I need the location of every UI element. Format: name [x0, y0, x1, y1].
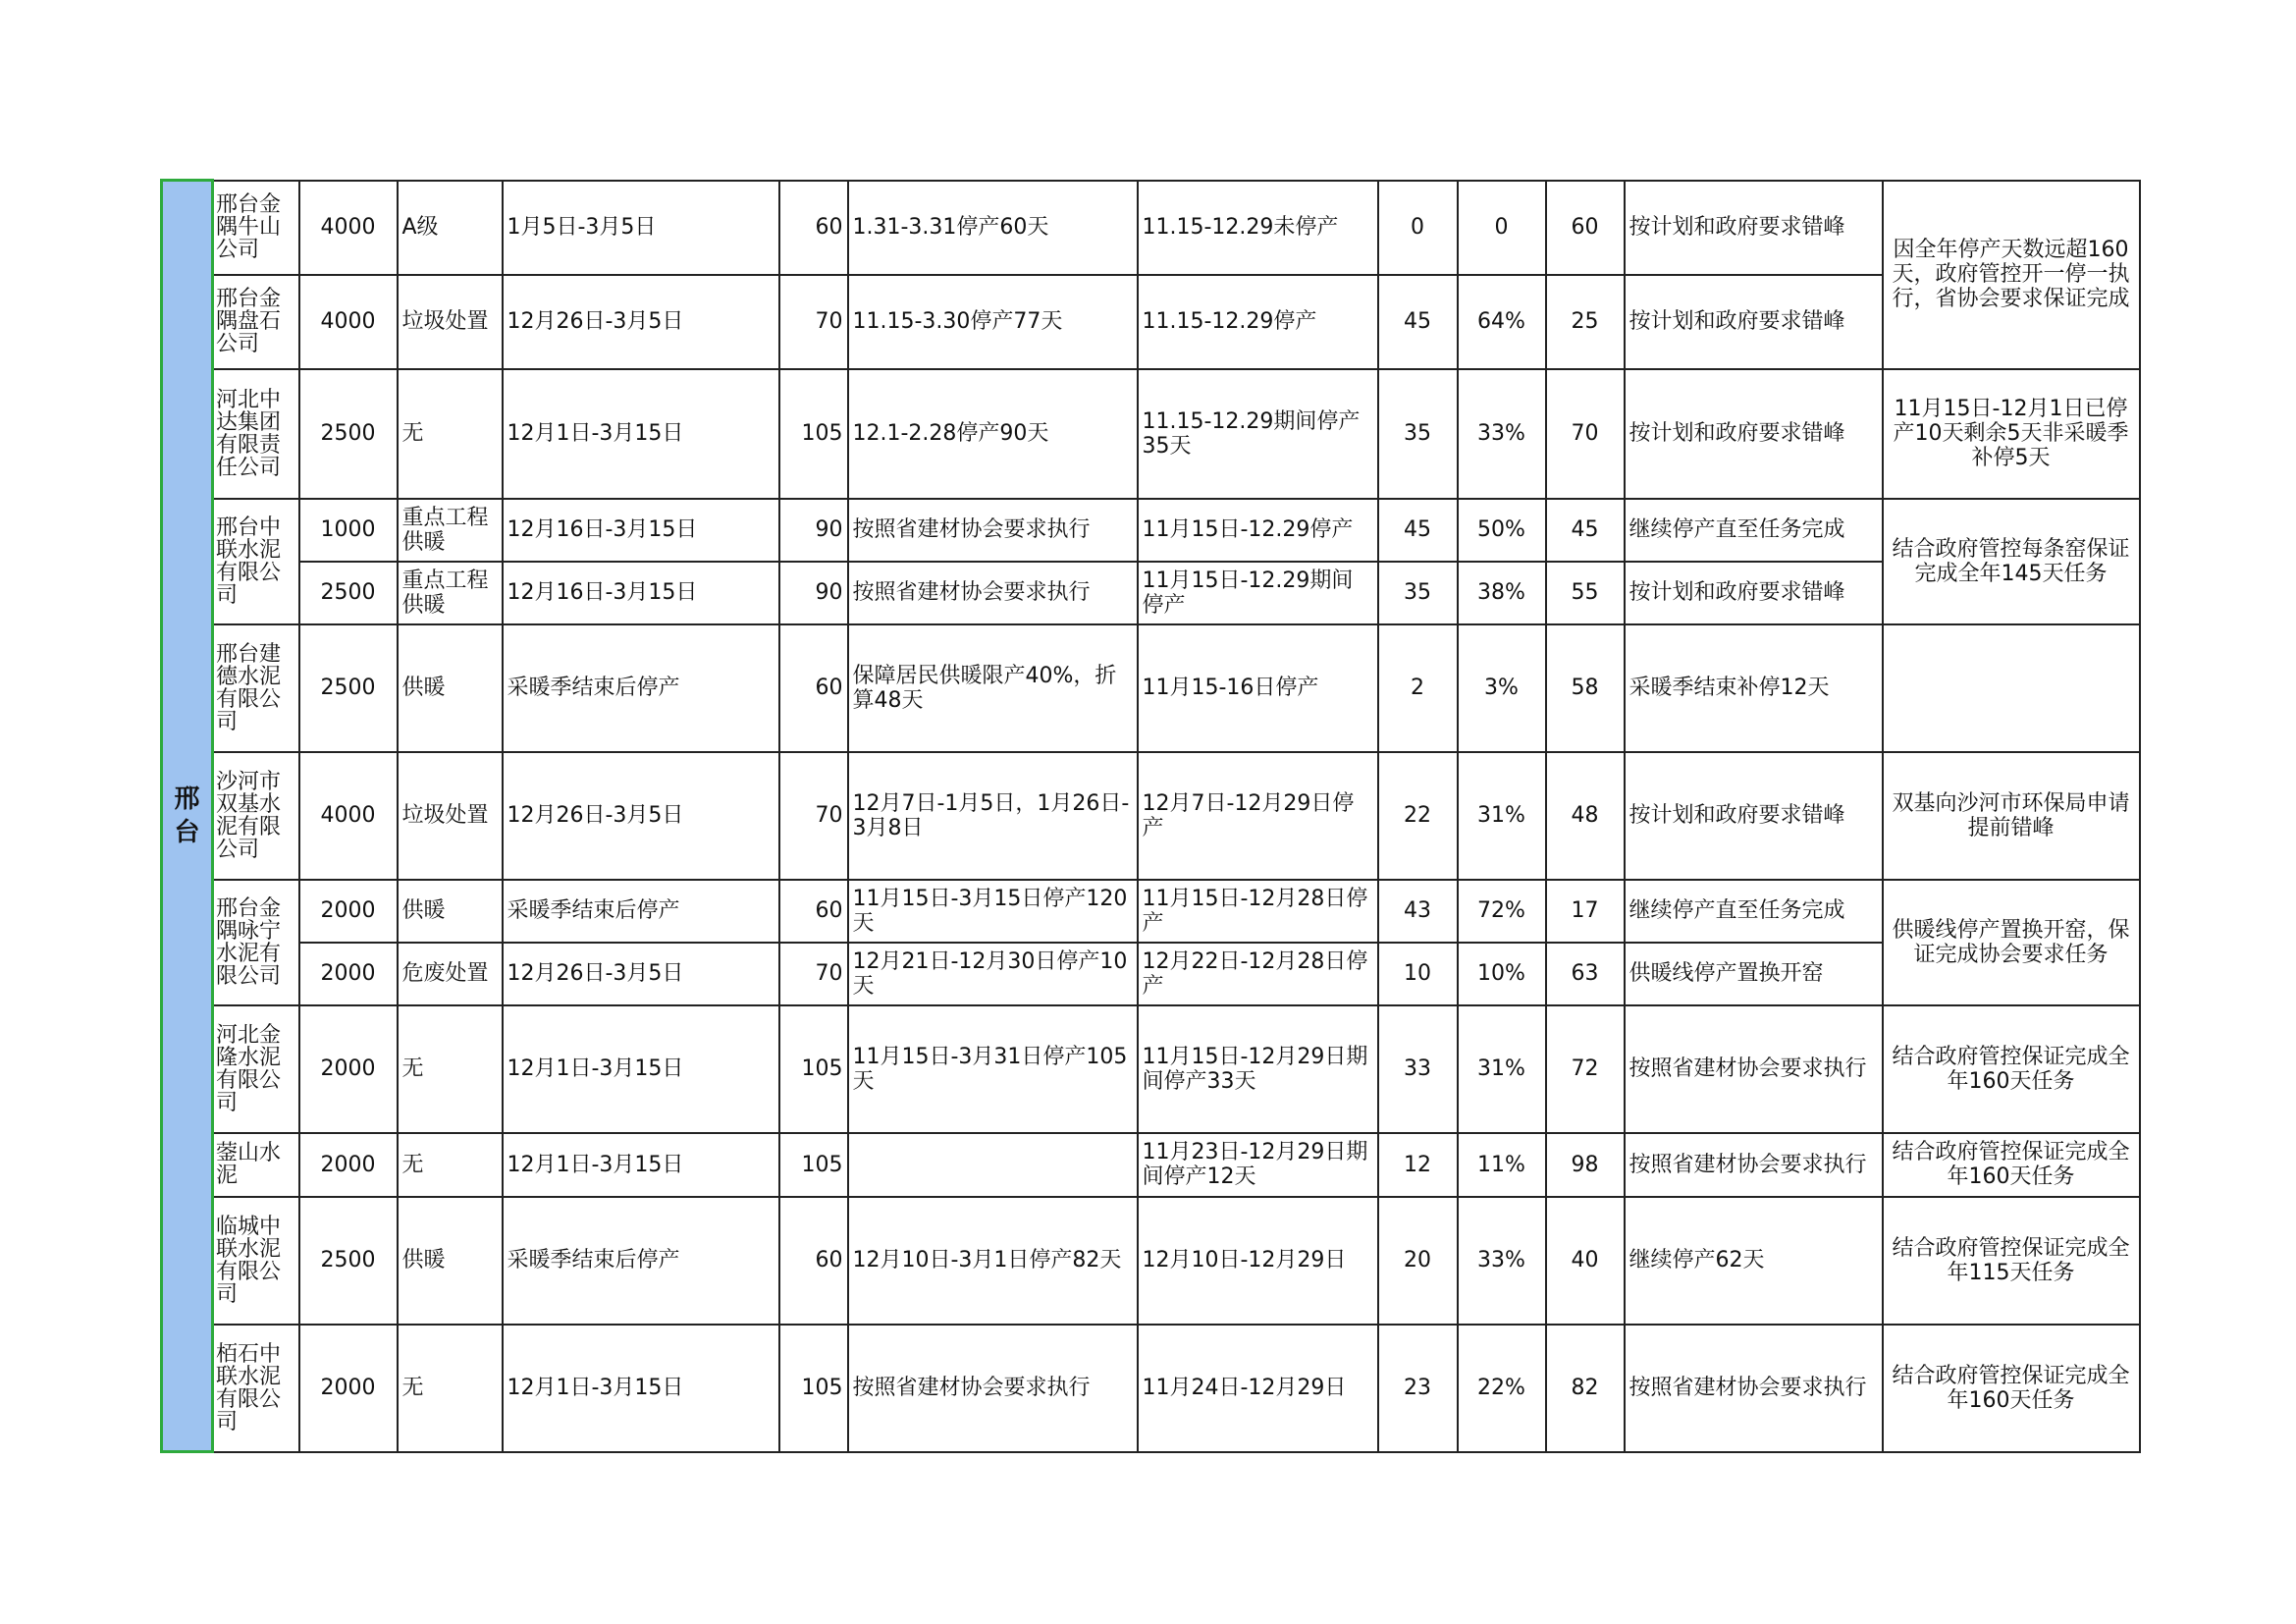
- stopped-days-cell: 35: [1378, 369, 1458, 499]
- stopped-days-cell: 35: [1378, 562, 1458, 624]
- days-cell: 70: [779, 275, 848, 369]
- plan-cell: 12月10日-3月1日停产82天: [848, 1197, 1138, 1325]
- stopped-days-cell: 23: [1378, 1325, 1458, 1452]
- stopped-days-cell: 20: [1378, 1197, 1458, 1325]
- table-row: [162, 943, 2140, 1005]
- days-cell: 90: [779, 499, 848, 562]
- remaining-days-cell: 40: [1546, 1197, 1625, 1325]
- stopped-days-cell: 2: [1378, 624, 1458, 752]
- days-cell: 105: [779, 1005, 848, 1133]
- remaining-days-cell: 45: [1546, 499, 1625, 562]
- days-cell: 60: [779, 181, 848, 275]
- capacity-cell: 2500: [299, 624, 398, 752]
- percent-cell: 10%: [1458, 943, 1546, 1005]
- company-cell: 邢台中联水泥有限公司: [213, 499, 299, 624]
- period-cell: 12月16日-3月15日: [503, 499, 779, 562]
- days-cell: 60: [779, 880, 848, 943]
- table-row: [162, 275, 2140, 369]
- percent-cell: 33%: [1458, 369, 1546, 499]
- measure-cell: 继续停产直至任务完成: [1625, 499, 1883, 562]
- category-cell: 无: [398, 1325, 503, 1452]
- remaining-days-cell: 72: [1546, 1005, 1625, 1133]
- status-cell: 11月15日-12.29期间停产: [1138, 562, 1378, 624]
- measure-cell: 按计划和政府要求错峰: [1625, 369, 1883, 499]
- plan-cell: 11月15日-3月31日停产105天: [848, 1005, 1138, 1133]
- company-cell: 邢台建德水泥有限公司: [213, 624, 299, 752]
- region-cell: 邢台: [162, 181, 213, 1452]
- company-cell: 邢台金隅盘石公司: [213, 275, 299, 369]
- plan-cell: 11.15-3.30停产77天: [848, 275, 1138, 369]
- capacity-cell: 2500: [299, 562, 398, 624]
- status-cell: 11月24日-12月29日: [1138, 1325, 1378, 1452]
- period-cell: 采暖季结束后停产: [503, 1197, 779, 1325]
- measure-cell: 采暖季结束补停12天: [1625, 624, 1883, 752]
- remaining-days-cell: 17: [1546, 880, 1625, 943]
- table-row: [162, 562, 2140, 624]
- note-cell: 结合政府管控保证完成全年160天任务: [1883, 1133, 2140, 1197]
- capacity-cell: 4000: [299, 275, 398, 369]
- note-cell: 因全年停产天数远超160天，政府管控开一停一执行，省协会要求保证完成: [1883, 181, 2140, 369]
- period-cell: 12月26日-3月5日: [503, 275, 779, 369]
- stopped-days-cell: 33: [1378, 1005, 1458, 1133]
- status-cell: 12月10日-12月29日: [1138, 1197, 1378, 1325]
- plan-cell: 1.31-3.31停产60天: [848, 181, 1138, 275]
- company-cell: 河北中达集团有限责任公司: [213, 369, 299, 499]
- category-cell: 垃圾处置: [398, 275, 503, 369]
- company-cell: 沙河市双基水泥有限公司: [213, 752, 299, 880]
- measure-cell: 供暖线停产置换开窑: [1625, 943, 1883, 1005]
- capacity-cell: 4000: [299, 752, 398, 880]
- days-cell: 70: [779, 752, 848, 880]
- percent-cell: 11%: [1458, 1133, 1546, 1197]
- table-row: [162, 181, 2140, 275]
- capacity-cell: 1000: [299, 499, 398, 562]
- status-cell: 11.15-12.29未停产: [1138, 181, 1378, 275]
- period-cell: 12月26日-3月5日: [503, 752, 779, 880]
- measure-cell: 按照省建材协会要求执行: [1625, 1005, 1883, 1133]
- table-row: [162, 499, 2140, 562]
- stopped-days-cell: 12: [1378, 1133, 1458, 1197]
- category-cell: 危废处置: [398, 943, 503, 1005]
- percent-cell: 64%: [1458, 275, 1546, 369]
- days-cell: 70: [779, 943, 848, 1005]
- table-row: [162, 1133, 2140, 1197]
- period-cell: 12月1日-3月15日: [503, 1325, 779, 1452]
- status-cell: 12月7日-12月29日停产: [1138, 752, 1378, 880]
- percent-cell: 0: [1458, 181, 1546, 275]
- percent-cell: 31%: [1458, 1005, 1546, 1133]
- plan-cell: 11月15日-3月15日停产120天: [848, 880, 1138, 943]
- status-cell: 12月22日-12月28日停产: [1138, 943, 1378, 1005]
- table-row: [162, 1005, 2140, 1133]
- note-cell: [1883, 624, 2140, 752]
- status-cell: 11.15-12.29停产: [1138, 275, 1378, 369]
- note-cell: 双基向沙河市环保局申请提前错峰: [1883, 752, 2140, 880]
- category-cell: 供暖: [398, 880, 503, 943]
- plan-cell: 按照省建材协会要求执行: [848, 1325, 1138, 1452]
- measure-cell: 按照省建材协会要求执行: [1625, 1133, 1883, 1197]
- days-cell: 60: [779, 624, 848, 752]
- plan-cell: 12月21日-12月30日停产10天: [848, 943, 1138, 1005]
- measure-cell: 按计划和政府要求错峰: [1625, 181, 1883, 275]
- status-cell: 11月15日-12月28日停产: [1138, 880, 1378, 943]
- period-cell: 12月1日-3月15日: [503, 369, 779, 499]
- company-cell: 邢台金隅咏宁水泥有限公司: [213, 880, 299, 1005]
- percent-cell: 33%: [1458, 1197, 1546, 1325]
- note-cell: 供暖线停产置换开窑，保证完成协会要求任务: [1883, 880, 2140, 1005]
- table-row: [162, 1197, 2140, 1325]
- company-cell: 栢石中联水泥有限公司: [213, 1325, 299, 1452]
- plan-cell: [848, 1133, 1138, 1197]
- production-stop-table: [160, 179, 2141, 1453]
- table-row: [162, 369, 2140, 499]
- category-cell: A级: [398, 181, 503, 275]
- company-cell: 临城中联水泥有限公司: [213, 1197, 299, 1325]
- period-cell: 12月26日-3月5日: [503, 943, 779, 1005]
- capacity-cell: 2000: [299, 1325, 398, 1452]
- remaining-days-cell: 48: [1546, 752, 1625, 880]
- stopped-days-cell: 10: [1378, 943, 1458, 1005]
- period-cell: 1月5日-3月5日: [503, 181, 779, 275]
- days-cell: 105: [779, 369, 848, 499]
- note-cell: 结合政府管控保证完成全年160天任务: [1883, 1325, 2140, 1452]
- capacity-cell: 2500: [299, 369, 398, 499]
- category-cell: 无: [398, 1005, 503, 1133]
- category-cell: 无: [398, 1133, 503, 1197]
- category-cell: 供暖: [398, 624, 503, 752]
- capacity-cell: 2000: [299, 943, 398, 1005]
- category-cell: 重点工程供暖: [398, 562, 503, 624]
- remaining-days-cell: 25: [1546, 275, 1625, 369]
- percent-cell: 31%: [1458, 752, 1546, 880]
- percent-cell: 22%: [1458, 1325, 1546, 1452]
- capacity-cell: 4000: [299, 181, 398, 275]
- company-cell: 河北金隆水泥有限公司: [213, 1005, 299, 1133]
- status-cell: 11.15-12.29期间停产35天: [1138, 369, 1378, 499]
- measure-cell: 按照省建材协会要求执行: [1625, 1325, 1883, 1452]
- remaining-days-cell: 98: [1546, 1133, 1625, 1197]
- period-cell: 采暖季结束后停产: [503, 880, 779, 943]
- period-cell: 12月16日-3月15日: [503, 562, 779, 624]
- percent-cell: 72%: [1458, 880, 1546, 943]
- percent-cell: 3%: [1458, 624, 1546, 752]
- stopped-days-cell: 43: [1378, 880, 1458, 943]
- table-row: [162, 752, 2140, 880]
- stopped-days-cell: 45: [1378, 275, 1458, 369]
- days-cell: 90: [779, 562, 848, 624]
- note-cell: 11月15日-12月1日已停产10天剩余5天非采暖季补停5天: [1883, 369, 2140, 499]
- remaining-days-cell: 82: [1546, 1325, 1625, 1452]
- percent-cell: 50%: [1458, 499, 1546, 562]
- plan-cell: 按照省建材协会要求执行: [848, 499, 1138, 562]
- measure-cell: 按计划和政府要求错峰: [1625, 562, 1883, 624]
- table-row: [162, 880, 2140, 943]
- measure-cell: 继续停产62天: [1625, 1197, 1883, 1325]
- plan-cell: 12月7日-1月5日，1月26日-3月8日: [848, 752, 1138, 880]
- note-cell: 结合政府管控保证完成全年160天任务: [1883, 1005, 2140, 1133]
- remaining-days-cell: 60: [1546, 181, 1625, 275]
- stopped-days-cell: 0: [1378, 181, 1458, 275]
- category-cell: 垃圾处置: [398, 752, 503, 880]
- stopped-days-cell: 22: [1378, 752, 1458, 880]
- status-cell: 11月15日-12.29停产: [1138, 499, 1378, 562]
- days-cell: 60: [779, 1197, 848, 1325]
- plan-cell: 保障居民供暖限产40%，折算48天: [848, 624, 1138, 752]
- plan-cell: 按照省建材协会要求执行: [848, 562, 1138, 624]
- remaining-days-cell: 58: [1546, 624, 1625, 752]
- status-cell: 11月23日-12月29日期间停产12天: [1138, 1133, 1378, 1197]
- days-cell: 105: [779, 1325, 848, 1452]
- plan-cell: 12.1-2.28停产90天: [848, 369, 1138, 499]
- period-cell: 采暖季结束后停产: [503, 624, 779, 752]
- measure-cell: 继续停产直至任务完成: [1625, 880, 1883, 943]
- capacity-cell: 2000: [299, 1005, 398, 1133]
- remaining-days-cell: 63: [1546, 943, 1625, 1005]
- period-cell: 12月1日-3月15日: [503, 1005, 779, 1133]
- remaining-days-cell: 55: [1546, 562, 1625, 624]
- stopped-days-cell: 45: [1378, 499, 1458, 562]
- status-cell: 11月15-16日停产: [1138, 624, 1378, 752]
- category-cell: 供暖: [398, 1197, 503, 1325]
- category-cell: 重点工程供暖: [398, 499, 503, 562]
- note-cell: 结合政府管控保证完成全年115天任务: [1883, 1197, 2140, 1325]
- capacity-cell: 2500: [299, 1197, 398, 1325]
- remaining-days-cell: 70: [1546, 369, 1625, 499]
- table-row: [162, 1325, 2140, 1452]
- table-row: [162, 624, 2140, 752]
- measure-cell: 按计划和政府要求错峰: [1625, 275, 1883, 369]
- percent-cell: 38%: [1458, 562, 1546, 624]
- note-cell: 结合政府管控每条窑保证完成全年145天任务: [1883, 499, 2140, 624]
- company-cell: 蓥山水泥: [213, 1133, 299, 1197]
- capacity-cell: 2000: [299, 1133, 398, 1197]
- days-cell: 105: [779, 1133, 848, 1197]
- period-cell: 12月1日-3月15日: [503, 1133, 779, 1197]
- capacity-cell: 2000: [299, 880, 398, 943]
- status-cell: 11月15日-12月29日期间停产33天: [1138, 1005, 1378, 1133]
- company-cell: 邢台金隅牛山公司: [213, 181, 299, 275]
- category-cell: 无: [398, 369, 503, 499]
- measure-cell: 按计划和政府要求错峰: [1625, 752, 1883, 880]
